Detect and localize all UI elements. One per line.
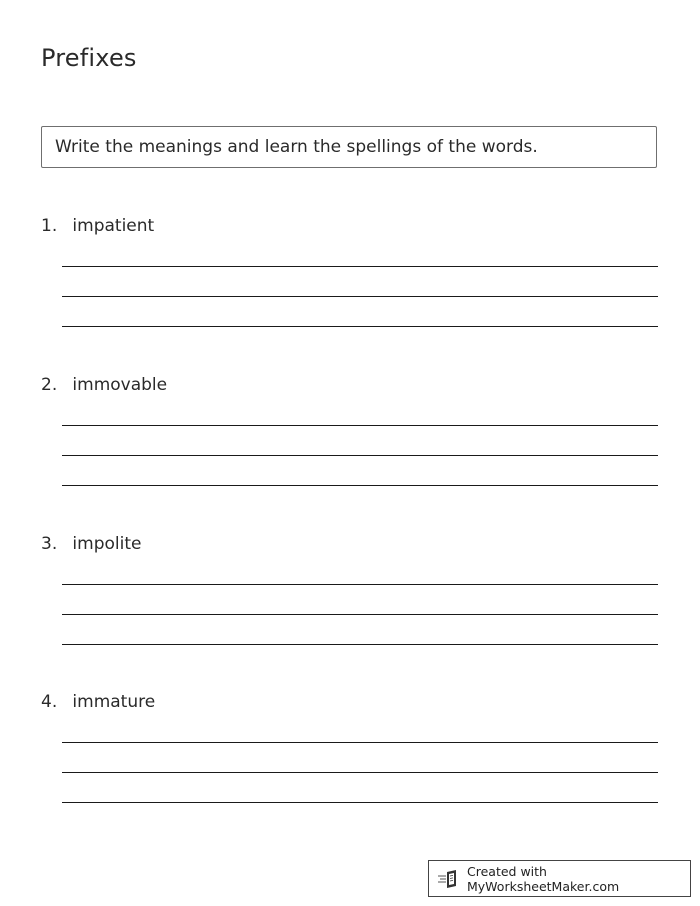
answer-line[interactable] — [62, 614, 658, 615]
question-item — [41, 532, 661, 556]
footer-credit-badge[interactable] — [428, 860, 691, 897]
question-label — [41, 532, 661, 556]
question-label — [41, 690, 661, 714]
question-label — [41, 373, 661, 397]
answer-line[interactable] — [62, 742, 658, 743]
answer-line[interactable] — [62, 584, 658, 585]
answer-line[interactable] — [62, 644, 658, 645]
question-label — [41, 214, 661, 238]
answer-line[interactable] — [62, 455, 658, 456]
instructions-box — [41, 126, 657, 168]
worksheet-maker-logo-icon — [437, 869, 461, 889]
question-word: immature — [72, 692, 156, 712]
page-title: Prefixes — [41, 44, 137, 72]
footer-credit-text: Created with MyWorksheetMaker.com — [467, 863, 620, 894]
answer-line[interactable] — [62, 326, 658, 327]
answer-line[interactable] — [62, 802, 658, 803]
question-word: impatient — [72, 216, 155, 236]
question-number: 4. — [41, 692, 58, 712]
question-item — [41, 373, 661, 397]
question-number: 2. — [41, 375, 58, 395]
answer-line[interactable] — [62, 266, 658, 267]
question-word: impolite — [72, 534, 142, 554]
answer-line[interactable] — [62, 296, 658, 297]
question-item — [41, 690, 661, 714]
answer-line[interactable] — [62, 772, 658, 773]
answer-line[interactable] — [62, 485, 658, 486]
question-number: 3. — [41, 534, 58, 554]
question-item — [41, 214, 661, 238]
question-number: 1. — [41, 216, 58, 236]
question-word: immovable — [72, 375, 168, 395]
answer-line[interactable] — [62, 425, 658, 426]
instructions-text: Write the meanings and learn the spellings of the words. — [55, 137, 538, 157]
